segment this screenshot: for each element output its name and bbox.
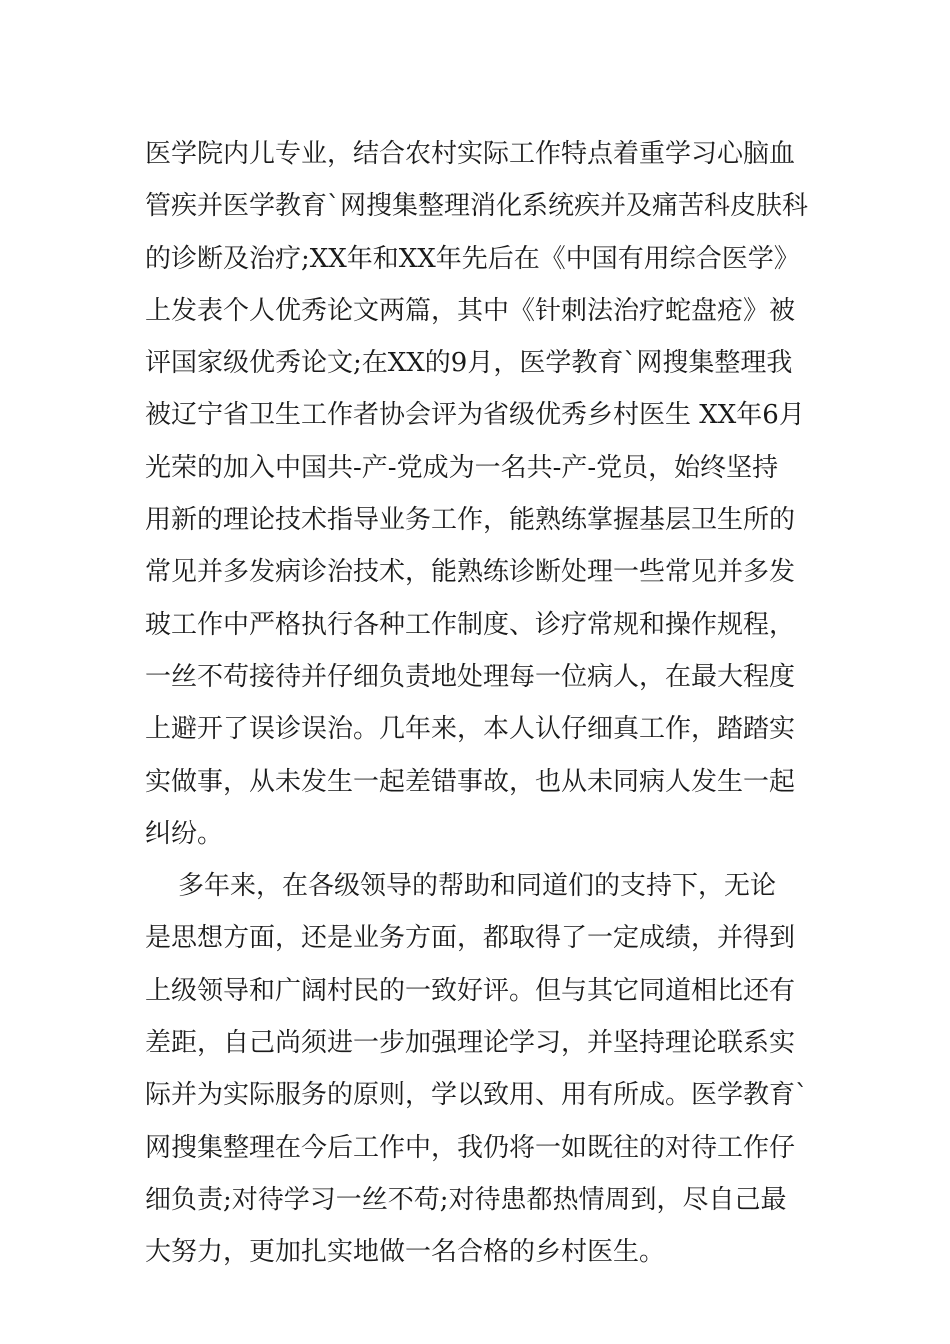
text-line: 一丝不苟接待并仔细负责地处理每一位病人，在最大程度 [145,661,796,692]
text-line: 际并为实际服务的原则，学以致用、用有所成。医学教育` [145,1080,809,1111]
text-line: 上避开了误诊误治。几年来，本人认仔细真工作，踏踏实 [145,714,796,745]
text-line: 管疾并医学教育`网搜集整理消化系统疾并及痛苦科皮肤科 [145,191,809,222]
text-line: 上级领导和广阔村民的一致好评。但与其它同道相比还有 [145,975,796,1006]
text-line: 医学院内儿专业，结合农村实际工作特点着重学习心脑血 [145,139,796,169]
text-line: 玻工作中严格执行各种工作制度、诊疗常规和操作规程， [145,609,796,640]
text-line: 被辽宁省卫生工作者协会评为省级优秀乡村医生 XX年6月 [145,400,805,431]
paragraph-1 [145,128,825,860]
text-line: 用新的理论技术指导业务工作，能熟练掌握基层卫生所的 [145,505,796,536]
text-line: 的诊断及治疗;XX年和XX年先后在《中国有用综合医学》 [145,243,800,274]
text-line: 大努力，更加扎实地做一名合格的乡村医生。 [145,1237,666,1268]
text-line: 多年来，在各级领导的帮助和同道们的支持下，无论 [145,871,777,902]
text-line: 是思想方面，还是业务方面，都取得了一定成绩，并得到 [145,923,796,954]
text-line: 网搜集整理在今后工作中，我仍将一如既往的对待工作仔 [145,1132,796,1163]
text-line: 上发表个人优秀论文两篇，其中《针刺法治疗蛇盘疮》被 [145,295,796,326]
paragraph-2 [145,860,825,1278]
text-line: 纠纷。 [145,818,224,849]
text-line: 评国家级优秀论文;在XX的9月，医学教育`网搜集整理我 [145,348,793,379]
text-line: 光荣的加入中国共-产-党成为一名共-产-党员，始终坚持 [145,452,779,483]
text-line: 常见并多发病诊治技术，能熟练诊断处理一些常见并多发 [145,557,796,588]
body-text [145,128,825,1279]
text-line: 实做事，从未发生一起差错事故，也从未同病人发生一起 [145,766,796,797]
text-line: 细负责;对待学习一丝不苟;对待患都热情周到，尽自己最 [145,1184,787,1215]
text-line: 差距，自己尚须进一步加强理论学习，并坚持理论联系实 [145,1028,796,1059]
